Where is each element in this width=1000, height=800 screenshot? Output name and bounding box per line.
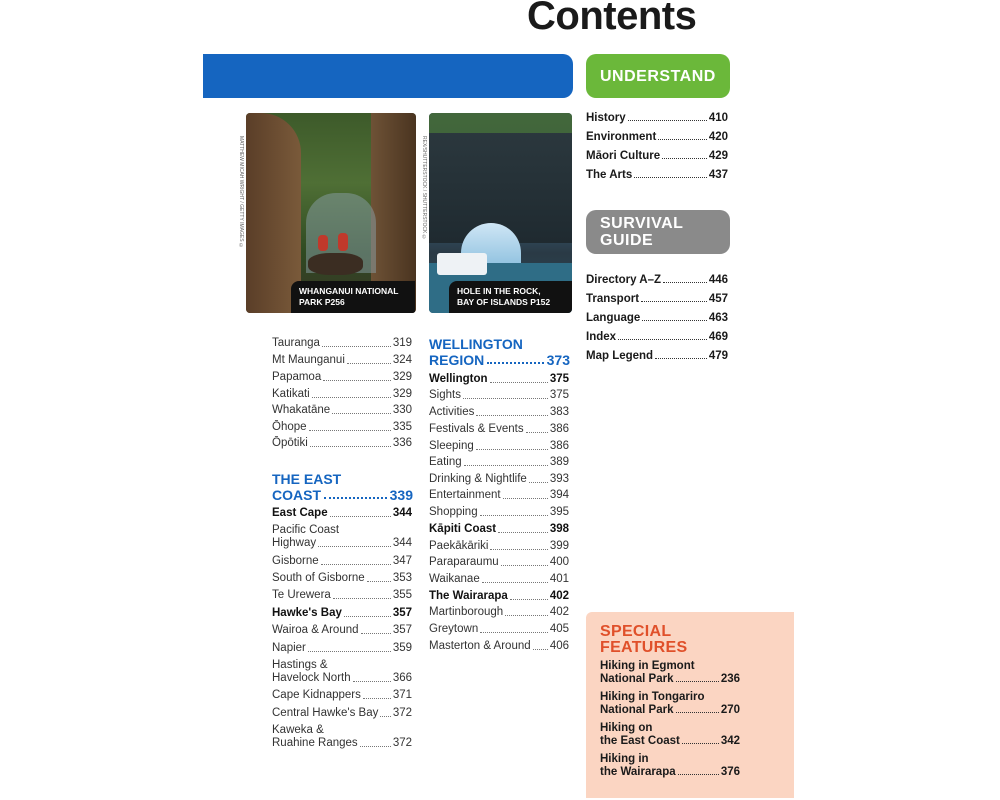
toc-entry[interactable] <box>429 473 569 486</box>
toc-label: Gisborne <box>272 555 319 567</box>
understand-heading[interactable]: UNDERSTAND <box>586 54 730 98</box>
toc-label: The Arts <box>586 169 633 181</box>
toc-page: 389 <box>549 456 569 468</box>
toc-page: 372 <box>392 707 412 719</box>
heading-line: GUIDE <box>600 232 654 249</box>
toc-entry[interactable] <box>272 437 412 450</box>
region-title-line: WELLINGTON <box>429 336 523 352</box>
toc-entry[interactable] <box>429 406 569 419</box>
toc-label: Map Legend <box>586 350 654 362</box>
toc-page: 479 <box>708 350 728 362</box>
toc-page: 342 <box>720 734 740 747</box>
toc-page: 372 <box>392 737 412 749</box>
toc-page: 383 <box>549 406 569 418</box>
region-page: 339 <box>389 487 413 503</box>
toc-label: Martinborough <box>429 606 504 618</box>
toc-page: 446 <box>708 274 728 286</box>
caption-line: WHANGANUI NATIONAL <box>299 286 399 296</box>
toc-entry[interactable] <box>429 523 569 536</box>
photo-whanganui <box>246 113 416 313</box>
toc-entry[interactable] <box>429 540 569 553</box>
toc-page: 335 <box>392 421 412 433</box>
toc-label: History <box>586 112 626 124</box>
toc-label: Kāpiti Coast <box>429 523 497 535</box>
toc-label: Shopping <box>429 506 478 518</box>
toc-page: 394 <box>549 489 569 501</box>
toc-label: Hiking on <box>600 722 653 734</box>
toc-label: the East Coast <box>600 734 680 747</box>
page-title: Contents <box>527 0 697 38</box>
toc-entry[interactable] <box>272 607 412 620</box>
photo-caption <box>449 281 572 313</box>
special-feature-entry[interactable] <box>600 753 740 778</box>
toc-page: 399 <box>549 540 569 552</box>
toc-entry[interactable] <box>272 388 412 401</box>
toc-label: National Park <box>600 672 674 685</box>
toc-label: Greytown <box>429 623 479 635</box>
toc-page: 344 <box>392 507 412 519</box>
toc-label: Hiking in <box>600 753 649 765</box>
toc-entry[interactable] <box>272 659 412 685</box>
toc-label: Ōhope <box>272 421 307 433</box>
toc-page: 410 <box>708 112 728 124</box>
toc-entry[interactable] <box>586 169 728 181</box>
toc-label: Paekākāriki <box>429 540 489 552</box>
toc-label: Sleeping <box>429 440 474 452</box>
toc-page: 437 <box>708 169 728 181</box>
toc-entry[interactable] <box>272 421 412 434</box>
toc-label: Paraparaumu <box>429 556 499 568</box>
toc-entry[interactable] <box>272 689 412 702</box>
toc-entry[interactable] <box>429 573 569 586</box>
toc-entry[interactable] <box>272 524 412 550</box>
survival-guide-heading[interactable] <box>586 210 730 254</box>
toc-entry[interactable] <box>272 642 412 655</box>
toc-label: Ōpōtiki <box>272 437 308 449</box>
region-title-line: COAST <box>272 487 321 503</box>
toc-label: Hastings & <box>272 659 328 671</box>
toc-page: 395 <box>549 506 569 518</box>
special-feature-entry[interactable] <box>600 660 740 685</box>
toc-label: Havelock North <box>272 672 351 684</box>
special-features-box <box>586 612 794 798</box>
toc-label: Environment <box>586 131 657 143</box>
toc-label: Activities <box>429 406 475 418</box>
toc-entry[interactable] <box>272 507 412 520</box>
toc-label: Sights <box>429 389 461 401</box>
toc-label: Festivals & Events <box>429 423 524 435</box>
toc-page: 330 <box>392 404 412 416</box>
toc-page: 347 <box>392 555 412 567</box>
toc-label: Drinking & Nightlife <box>429 473 527 485</box>
toc-entry[interactable] <box>272 707 412 720</box>
toc-page: 463 <box>708 312 728 324</box>
toc-label: Index <box>586 331 617 343</box>
toc-entry[interactable] <box>272 404 412 417</box>
toc-entry[interactable] <box>272 371 412 384</box>
toc-page: 402 <box>549 606 569 618</box>
heading-line: SPECIAL <box>600 623 672 640</box>
toc-page: 401 <box>549 573 569 585</box>
toc-page: 375 <box>549 373 569 385</box>
toc-label: Directory A–Z <box>586 274 661 286</box>
toc-label: Te Urewera <box>272 589 331 601</box>
toc-label: Tauranga <box>272 337 320 349</box>
photo-credit: MATTHEW MICAH WRIGHT / GETTY IMAGES © <box>238 136 244 249</box>
toc-entry[interactable] <box>586 312 728 324</box>
toc-page: 420 <box>708 131 728 143</box>
toc-entry[interactable] <box>272 555 412 568</box>
toc-label: Pacific Coast <box>272 524 340 536</box>
toc-entry[interactable] <box>272 337 412 350</box>
toc-entry[interactable] <box>586 274 728 286</box>
heading-line: FEATURES <box>600 639 688 656</box>
toc-page: 405 <box>549 623 569 635</box>
caption-line: PARK P256 <box>299 297 345 307</box>
toc-entry[interactable] <box>429 423 569 436</box>
toc-page: 386 <box>549 440 569 452</box>
section-color-bar <box>203 54 573 98</box>
toc-entry[interactable] <box>586 350 728 362</box>
toc-entry[interactable] <box>429 606 569 619</box>
toc-entry[interactable] <box>586 112 728 124</box>
toc-label: Hawke's Bay <box>272 607 342 619</box>
toc-page: 357 <box>392 607 412 619</box>
photo-caption <box>291 281 415 313</box>
toc-label: Mt Maunganui <box>272 354 345 366</box>
toc-page: 457 <box>708 293 728 305</box>
toc-label: Wairoa & Around <box>272 624 359 636</box>
toc-entry[interactable] <box>586 150 728 162</box>
toc-page: 344 <box>392 537 412 549</box>
toc-page: 375 <box>549 389 569 401</box>
toc-page: 355 <box>392 589 412 601</box>
photo-hole-in-the-rock <box>429 113 572 313</box>
region-title-line: THE EAST <box>272 471 342 487</box>
toc-page: 393 <box>549 473 569 485</box>
toc-label: National Park <box>600 703 674 716</box>
toc-label: Masterton & Around <box>429 640 531 652</box>
toc-label: The Wairarapa <box>429 590 508 602</box>
region-page: 373 <box>546 352 570 368</box>
caption-line: HOLE IN THE ROCK, <box>457 286 541 296</box>
toc-page: 402 <box>549 590 569 602</box>
toc-page: 400 <box>549 556 569 568</box>
region-title-wellington[interactable] <box>429 336 570 368</box>
toc-entry[interactable] <box>429 389 569 402</box>
toc-label: Waikanae <box>429 573 480 585</box>
toc-entry[interactable] <box>429 489 569 502</box>
toc-entry[interactable] <box>429 590 569 603</box>
toc-entry[interactable] <box>429 640 569 653</box>
toc-page: 359 <box>392 642 412 654</box>
toc-label: Papamoa <box>272 371 322 383</box>
toc-label: Ruahine Ranges <box>272 737 358 749</box>
toc-page: 336 <box>392 437 412 449</box>
toc-entry[interactable] <box>586 293 728 305</box>
toc-entry[interactable] <box>586 131 728 143</box>
toc-page: 329 <box>392 388 412 400</box>
toc-page: 371 <box>392 689 412 701</box>
toc-page: 357 <box>392 624 412 636</box>
toc-entry[interactable] <box>586 331 728 343</box>
toc-page: 406 <box>549 640 569 652</box>
special-feature-entry[interactable] <box>600 722 740 747</box>
toc-page: 366 <box>392 672 412 684</box>
toc-label: Katikati <box>272 388 310 400</box>
toc-label: Hiking in Tongariro <box>600 691 705 703</box>
toc-entry[interactable] <box>272 624 412 637</box>
toc-label: South of Gisborne <box>272 572 365 584</box>
toc-page: 329 <box>392 371 412 383</box>
heading-line: SURVIVAL <box>600 215 684 232</box>
toc-label: Cape Kidnappers <box>272 689 361 701</box>
toc-entry[interactable] <box>429 440 569 453</box>
toc-label: the Wairarapa <box>600 765 676 778</box>
toc-label: Hiking in Egmont <box>600 660 695 672</box>
toc-page: 353 <box>392 572 412 584</box>
toc-page: 386 <box>549 423 569 435</box>
toc-page: 429 <box>708 150 728 162</box>
toc-entry[interactable] <box>429 456 569 469</box>
special-features-heading <box>600 624 687 656</box>
toc-page: 376 <box>720 765 740 778</box>
toc-entry[interactable] <box>272 572 412 585</box>
toc-label: Language <box>586 312 641 324</box>
region-title-line: REGION <box>429 352 485 368</box>
toc-entry[interactable] <box>272 354 412 367</box>
toc-entry[interactable] <box>272 724 412 750</box>
region-title-east-coast[interactable] <box>272 471 413 503</box>
toc-page: 270 <box>720 703 740 716</box>
toc-page: 469 <box>708 331 728 343</box>
toc-label: Napier <box>272 642 306 654</box>
toc-entry[interactable] <box>429 556 569 569</box>
toc-entry[interactable] <box>429 373 569 386</box>
special-feature-entry[interactable] <box>600 691 740 716</box>
toc-label: Kaweka & <box>272 724 324 736</box>
toc-entry[interactable] <box>272 589 412 602</box>
toc-page: 319 <box>392 337 412 349</box>
toc-page: 324 <box>392 354 412 366</box>
toc-label: Māori Culture <box>586 150 661 162</box>
toc-label: Highway <box>272 537 317 549</box>
toc-label: Wellington <box>429 373 488 385</box>
toc-page: 236 <box>720 672 740 685</box>
toc-label: Entertainment <box>429 489 501 501</box>
toc-page: 398 <box>549 523 569 535</box>
caption-line: BAY OF ISLANDS P152 <box>457 297 551 307</box>
toc-entry[interactable] <box>429 623 569 636</box>
toc-label: Eating <box>429 456 462 468</box>
photo-credit: REX/SHUTTERSTOCK / SHUTTERSTOCK © <box>421 136 427 241</box>
toc-entry[interactable] <box>429 506 569 519</box>
toc-label: Transport <box>586 293 640 305</box>
toc-label: Central Hawke's Bay <box>272 707 379 719</box>
toc-label: East Cape <box>272 507 328 519</box>
toc-label: Whakatāne <box>272 404 331 416</box>
